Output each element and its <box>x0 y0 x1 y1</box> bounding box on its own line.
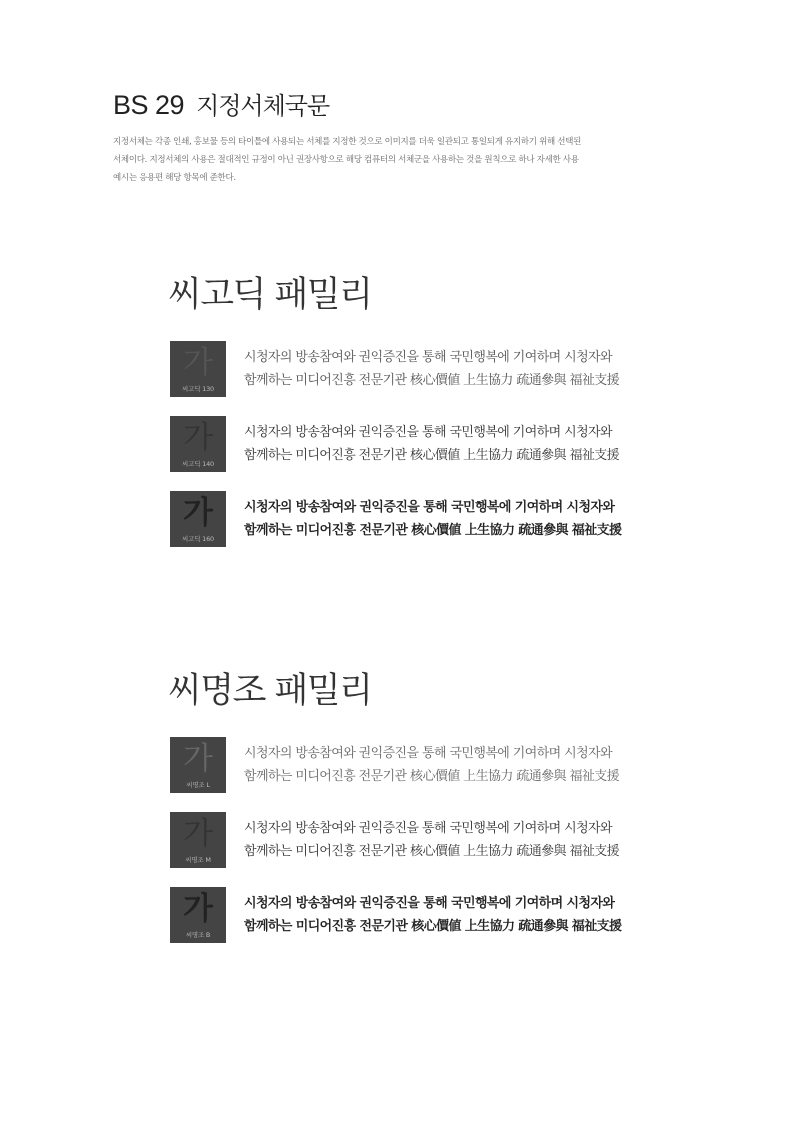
sample-line: 시청자의 방송참여와 권익증진을 통해 국민행복에 기여하며 시청자와 <box>244 821 612 836</box>
font-sample <box>168 812 638 868</box>
swatch-font-name: 씨고딕 160 <box>182 535 214 543</box>
intro-line: 예시는 응용편 해당 항목에 준한다. <box>113 173 236 183</box>
sample-line: 시청자의 방송참여와 권익증진을 통해 국민행복에 기여하며 시청자와 <box>244 500 615 515</box>
sample-text <box>244 421 644 467</box>
swatch-font-name: 씨명조 L <box>186 781 210 789</box>
page-header <box>113 92 653 187</box>
font-swatch <box>170 416 226 472</box>
font-swatch <box>170 737 226 793</box>
sample-line: 함께하는 미디어진흥 전문기관 核心價値 上生協力 疏通參與 福祉支援 <box>244 448 620 463</box>
intro-paragraph <box>113 133 653 187</box>
sample-text <box>244 496 644 542</box>
sample-text <box>244 817 644 863</box>
swatch-glyph: 가 <box>183 891 213 927</box>
font-sample <box>168 341 638 397</box>
sample-line: 함께하는 미디어진흥 전문기관 核心價値 上生協力 疏通參與 福祉支援 <box>244 523 622 538</box>
swatch-glyph: 가 <box>183 420 213 456</box>
font-swatch <box>170 812 226 868</box>
swatch-font-name: 씨명조 M <box>185 856 211 864</box>
family-title: 씨고딕 패밀리 <box>168 275 372 315</box>
swatch-font-name: 씨고딕 140 <box>182 460 214 468</box>
intro-line: 서체이다. 지정서체의 사용은 절대적인 규정이 아닌 권장사항으로 해당 컴퓨터의 서체군을 사용하는 것을 원칙으로 하나 자세한 사용 <box>113 155 579 165</box>
sample-line: 시청자의 방송참여와 권익증진을 통해 국민행복에 기여하며 시청자와 <box>244 425 612 440</box>
font-swatch <box>170 341 226 397</box>
font-family-gothic <box>168 275 638 543</box>
swatch-glyph: 가 <box>183 741 213 777</box>
sample-line: 함께하는 미디어진흥 전문기관 核心價値 上生協力 疏通參與 福祉支援 <box>244 919 622 934</box>
sample-text <box>244 742 644 788</box>
sample-text <box>244 892 644 938</box>
sample-line: 시청자의 방송참여와 권익증진을 통해 국민행복에 기여하며 시청자와 <box>244 896 615 911</box>
font-swatch <box>170 887 226 943</box>
swatch-font-name: 씨고딕 130 <box>182 385 214 393</box>
page-title <box>113 92 653 119</box>
sample-text <box>244 346 644 392</box>
font-family-myeongjo <box>168 671 638 939</box>
swatch-font-name: 씨명조 B <box>185 931 211 939</box>
sample-line: 시청자의 방송참여와 권익증진을 통해 국민행복에 기여하며 시청자와 <box>244 746 612 761</box>
font-sample <box>168 491 638 547</box>
sample-line: 함께하는 미디어진흥 전문기관 核心價値 上生協力 疏通參與 福祉支援 <box>244 769 620 784</box>
intro-line: 지정서체는 각종 인쇄, 홍보물 등의 타이틀에 사용되는 서체를 지정한 것으로 이미지를 더욱 일관되고 통일되게 유지하기 위해 선택된 <box>113 137 582 147</box>
font-sample <box>168 737 638 793</box>
swatch-glyph: 가 <box>183 816 213 852</box>
section-title: 지정서체국문 <box>196 92 330 120</box>
font-sample <box>168 416 638 472</box>
swatch-glyph: 가 <box>183 345 213 381</box>
section-code: BS 29 <box>113 90 185 120</box>
swatch-glyph: 가 <box>183 495 213 531</box>
sample-line: 함께하는 미디어진흥 전문기관 核心價値 上生協力 疏通參與 福祉支援 <box>244 373 620 388</box>
sample-line: 시청자의 방송참여와 권익증진을 통해 국민행복에 기여하며 시청자와 <box>244 350 612 365</box>
sample-line: 함께하는 미디어진흥 전문기관 核心價値 上生協力 疏通參與 福祉支援 <box>244 844 620 859</box>
family-title: 씨명조 패밀리 <box>168 671 372 711</box>
font-swatch <box>170 491 226 547</box>
font-sample <box>168 887 638 943</box>
